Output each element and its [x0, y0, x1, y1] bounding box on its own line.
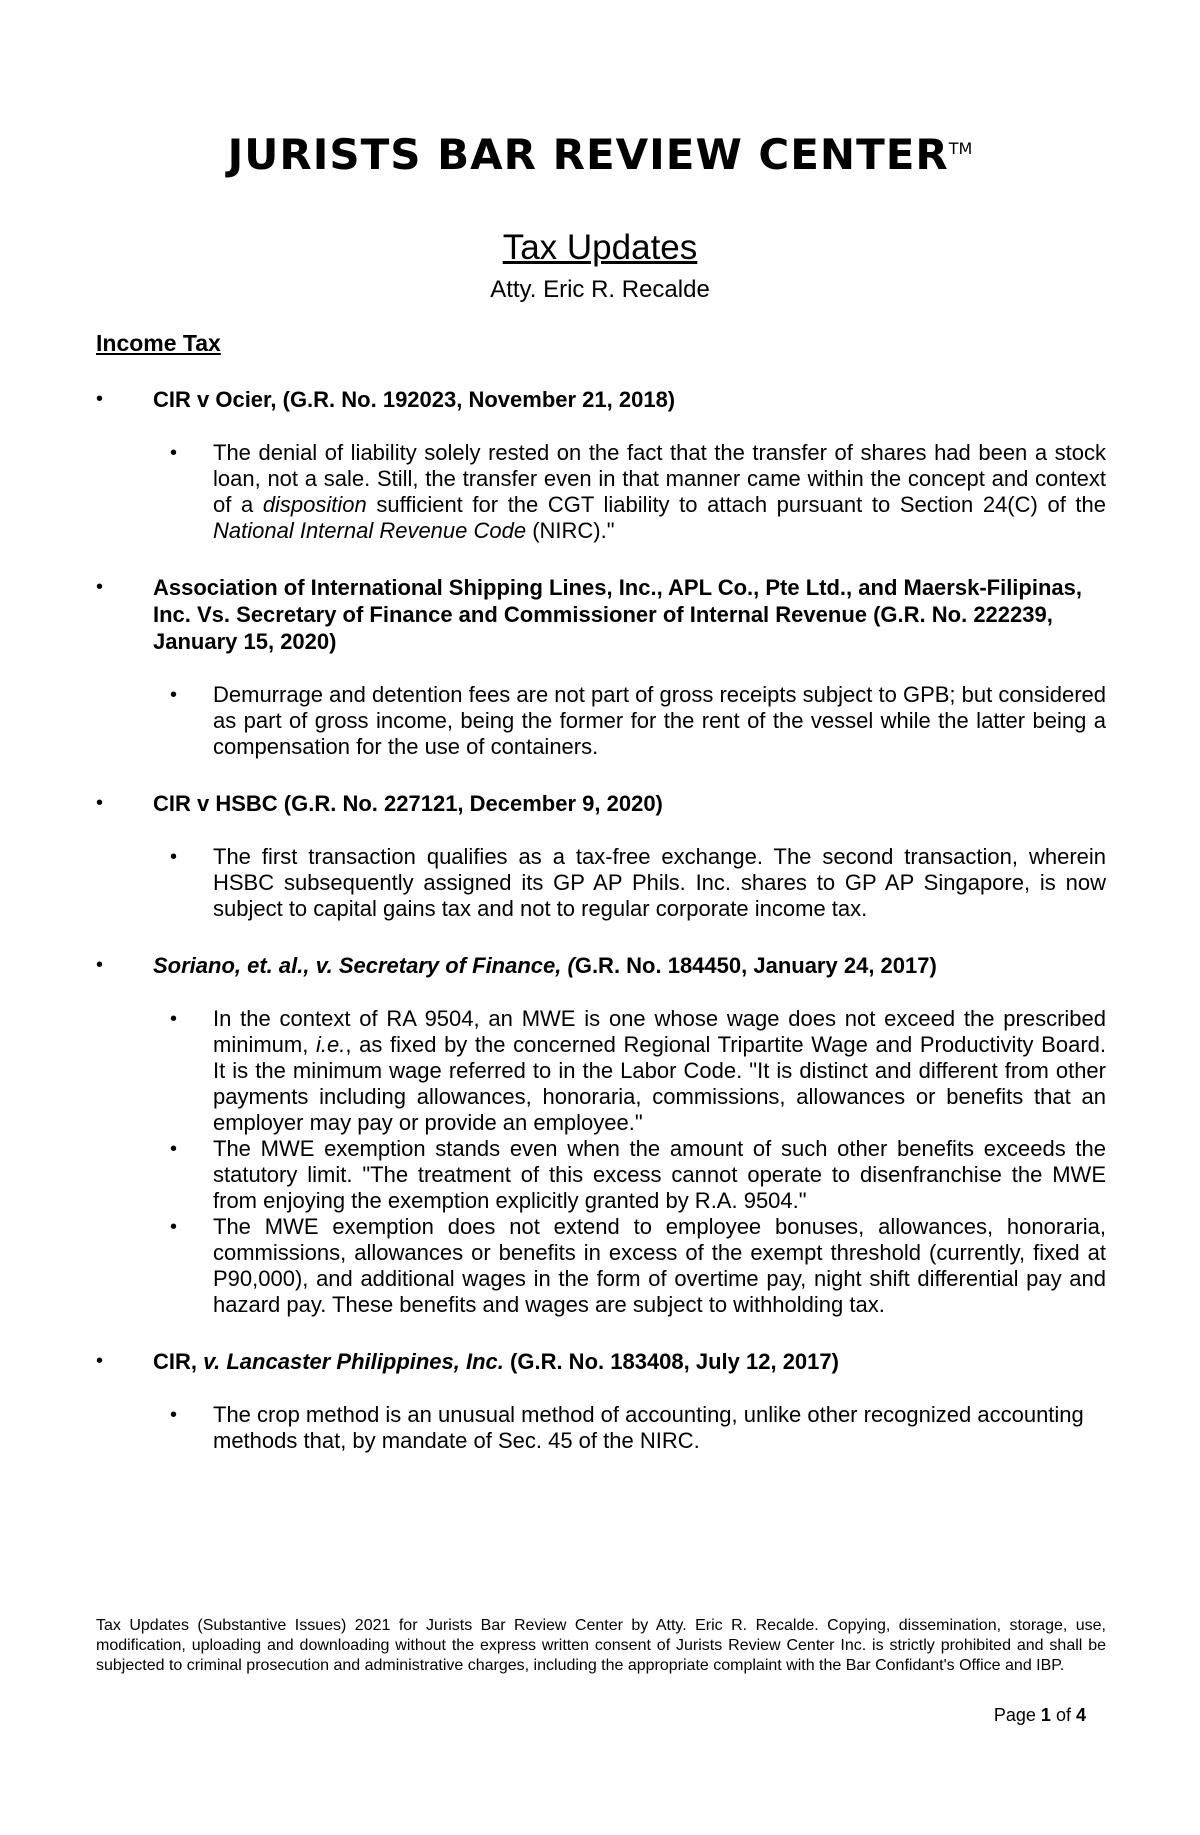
bullet-icon: •	[170, 684, 178, 706]
trademark-mark: TM	[948, 139, 973, 158]
case-item	[96, 386, 1106, 544]
section-heading: Income Tax	[96, 330, 221, 356]
case-item	[96, 790, 1106, 922]
case-heading: • Soriano, et. al., v. Secretary of Finance, (G.R. No. 184450, January 24, 2017)	[96, 953, 937, 978]
case-heading: • CIR, v. Lancaster Philippines, Inc. (G.R. No. 183408, July 12, 2017)	[96, 1349, 839, 1374]
case-points	[96, 440, 1106, 544]
bullet-icon: •	[170, 1404, 178, 1426]
case-point: • The MWE exemption does not extend to employee bonuses, allowances, honoraria, commissions, allowances or benefits in excess of the exempt threshold (currently, fixed at P90,000), and additional wages in the form of overtime pay, night shift differential pay and hazard pay. These benefits and wages are subject to withholding tax.	[170, 1214, 1106, 1317]
copyright-notice: Tax Updates (Substantive Issues) 2021 for Jurists Bar Review Center by Atty. Eric R. Recalde. Copying, dissemination, storage, use, modification, uploading and downloading without the express written consent of Jurists Review Center Inc. is strictly prohibited and shall be subjected to criminal prosecution and administrative charges, including the appropriate complaint with the Bar Confidant's Office and IBP.	[96, 1617, 1106, 1674]
bullet-icon: •	[170, 1138, 178, 1160]
bullet-icon: •	[170, 1216, 178, 1238]
case-point: • The first transaction qualifies as a tax-free exchange. The second transaction, wherein HSBC subsequently assigned its GP AP Phils. Inc. shares to GP AP Singapore, is now subject to capital gains tax and not to regular corporate income tax.	[170, 844, 1106, 921]
bullet-icon: •	[96, 792, 104, 814]
case-point: • Demurrage and detention fees are not part of gross receipts subject to GPB; but considered as part of gross income, being the former for the rent of the vessel while the latter being a compensation for the use of containers.	[170, 682, 1106, 759]
case-points	[96, 1006, 1106, 1318]
case-points	[96, 682, 1106, 760]
case-item	[96, 574, 1106, 760]
case-item	[96, 1348, 1106, 1454]
page-number: Page 1 of 4	[993, 1705, 1086, 1725]
bullet-icon: •	[170, 442, 178, 464]
bullet-icon: •	[170, 1008, 178, 1030]
case-list	[96, 386, 1106, 1484]
bullet-icon: •	[170, 846, 178, 868]
document-title: Tax Updates	[502, 228, 698, 267]
case-point: • In the context of RA 9504, an MWE is one whose wage does not exceed the prescribed minimum, i.e., as fixed by the concerned Regional Tripartite Wage and Productivity Board. It is the minimum wage referred to in the Labor Code. "It is distinct and different from other payments including allowances, honoraria, commissions, allowances or benefits that an employer may pay or provide an employee."	[170, 1006, 1107, 1135]
case-heading: • Association of International Shipping Lines, Inc., APL Co., Pte Ltd., and Maersk-Filipinas, Inc. Vs. Secretary of Finance and Commissioner of Internal Revenue (G.R. No. 222239, January 15, 2020)	[96, 575, 1082, 654]
org-title	[0, 130, 1200, 179]
case-heading: • CIR v Ocier, (G.R. No. 192023, November 21, 2018)	[96, 387, 676, 412]
org-name: JURISTS BAR REVIEW CENTER	[227, 130, 949, 179]
case-point: • The MWE exemption stands even when the amount of such other benefits exceeds the statutory limit. "The treatment of this excess cannot operate to disenfranchise the MWE from enjoying the exemption explicitly granted by R.A. 9504."	[170, 1136, 1106, 1213]
case-point: • The denial of liability solely rested on the fact that the transfer of shares had been a stock loan, not a sale. Still, the transfer even in that manner came within the concept and context of a disposition sufficient for the CGT liability to attach pursuant to Section 24(C) of the National Internal Revenue Code (NIRC)."	[170, 440, 1107, 543]
case-point: • The crop method is an unusual method of accounting, unlike other recognized accounting methods that, by mandate of Sec. 45 of the NIRC.	[170, 1402, 1084, 1453]
bullet-icon: •	[96, 954, 104, 976]
bullet-icon: •	[96, 576, 104, 598]
case-item	[96, 952, 1106, 1318]
case-heading: • CIR v HSBC (G.R. No. 227121, December 9, 2020)	[96, 791, 663, 816]
case-points	[96, 1402, 1106, 1454]
document-author: Atty. Eric R. Recalde	[490, 276, 710, 303]
bullet-icon: •	[96, 1350, 104, 1372]
bullet-icon: •	[96, 388, 104, 410]
case-points	[96, 844, 1106, 922]
